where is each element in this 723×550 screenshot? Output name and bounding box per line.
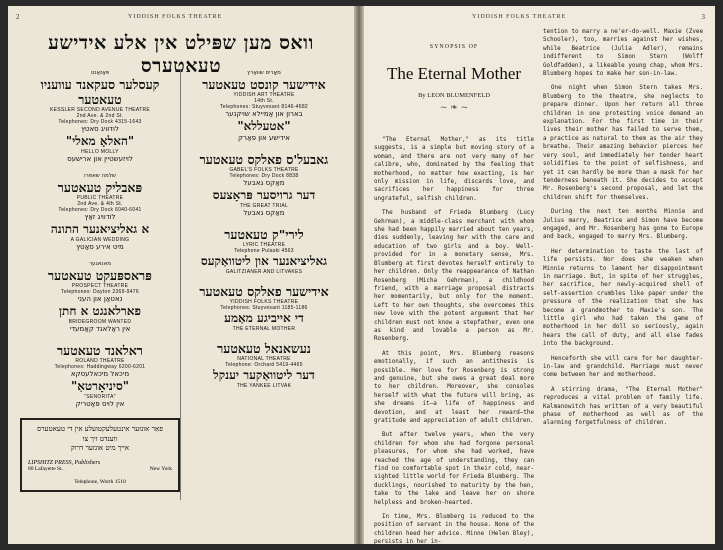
ad-cast: נאטאַן און העני — [77, 295, 123, 303]
ad-theatre-name-yiddish: ראלאנד טעאטער — [57, 343, 143, 358]
ad-address: 2nd Ave. & 2nd St. — [76, 113, 124, 119]
ad-play-title: "SENORITA" — [84, 394, 116, 400]
ad-credits: לויזעשטיין און ארישעס — [67, 155, 133, 163]
ad-credits: מיט אירע סאַטץ — [76, 243, 124, 251]
ad-theatre-name: LYRIC THEATRE — [242, 242, 286, 248]
ad-play-title-yiddish: גאליציאנער און ליטוואַקעס — [200, 254, 328, 268]
theatre-ad — [184, 152, 344, 218]
ad-play-title: THE YANKEE LITVAK — [236, 383, 292, 389]
ad-cast: מאַקס גאבעל — [243, 179, 285, 187]
theatre-ad — [184, 70, 344, 143]
ad-play-title-yiddish: דער גרויסער פּראָצעס — [212, 188, 316, 202]
ad-telephone: Telephones: Dry Dock 6040-6041 — [58, 207, 142, 213]
ad-play-title: A GALICIAN WEDDING — [70, 237, 130, 243]
theatre-ad — [20, 173, 180, 252]
publisher-street: 80 Lafayette St. — [28, 465, 63, 472]
printer-ad-line: ווענדט זיך צו — [82, 434, 118, 443]
right-page — [364, 6, 715, 544]
synopsis-kicker: SYNOPSIS OF — [429, 44, 479, 50]
right-ad-column — [184, 70, 344, 398]
left-running-head: YIDDISH FOLKS THEATRE — [128, 14, 223, 20]
ad-theatre-name-yiddish: לירי"ק טעאטער — [224, 227, 304, 242]
theatre-ad — [184, 227, 344, 275]
ad-theatre-name: PUBLIC THEATRE — [76, 195, 124, 201]
theatre-ad — [20, 343, 180, 409]
paragraph: The husband of Frieda Blumberg (Lucy Gehrman), a middle-class merchant with whom she had been happily married about ten years, dies suddenly, leaving her with the care and education of two girls and a boy. Well-provided for in a monetary sense, Mrs. Blumberg at first devotes herself entirely to her children. Only the reappearance of Nathan Rosenberg (Micha Gehrman), a childhood friend, with a marriage proposal distracts her momentarily, but only for the moment. Left to her own thoughts, she overcomes this new love with the potent argument that her children must not know a stepfather, even one as kind and lovable a person as Mr. Rosenberg. — [374, 210, 534, 343]
ad-theatre-name: KESSLER SECOND AVENUE THEATRE — [49, 107, 151, 113]
ad-theatre-name-yiddish: פּראספּעקט טעאטער — [48, 268, 152, 283]
right-page-number: 3 — [701, 13, 705, 21]
publisher-phone: Telephone, Worth 1510 — [74, 478, 126, 485]
right-running-head: YIDDISH FOLKS THEATRE — [472, 14, 567, 20]
paragraph: tention to marry a ne'er-do-well. Maxie (Zvee Schooler), too, marries against her wishes, while Beatrice (Julia Adler), remains indifferent to Simon Stern (Wolff Goldfadden), a likeable young chap, whom Mrs. Blumberg hopes to make her son-in-law. — [543, 29, 703, 78]
book-gutter — [354, 6, 364, 544]
ad-telephone: Telephones: Dry Dock 4315-1643 — [58, 119, 142, 125]
synopsis-column-right — [543, 28, 703, 434]
paragraph: One night when Simon Stern takes Mrs. Blumberg to the theatre, she neglects to prepare dinner. Upon her return all three children in one protesting voice demand an explanation. For the first time in their lives their mother has failed to serve them, a practice as natural to them as the air they breathe. Their amazing behavior pierces her very soul, and immediately her tender heart solidifies to the point of selfishness, and yet it can hardly be more than a mask for her tenderness beneath it. She decides to accept Mr. Rosenberg's second proposal, and let the children shift for themselves. — [543, 85, 703, 201]
paragraph: But after twelve years, when the very children for whom she had forgone personal pleasures, for whom she had worked, have reached the age of understanding, they can find no comfortable spot in their cold, near-sighted little world for Frieda Blumberg. The ducklings, nourished to maturity by the hen, take to the lake and leave her on shore helpless and broken-hearted. — [374, 432, 534, 506]
paragraph: In time, Mrs. Blumberg is reduced to the position of servant in the house. None of the children heed her advice. Minne (Helen Bley), persists in her in- — [374, 514, 534, 544]
ad-credits: אידישע און פּאַרק — [238, 134, 290, 142]
ad-manager: פּאַזאַנט — [90, 70, 110, 76]
ad-play-title: HELLO MOLLY — [81, 149, 119, 155]
ad-play-title: THE GREAT TRIAL — [239, 203, 289, 209]
ad-play-title-yiddish: די אייביגע מאַמע — [224, 311, 304, 325]
ad-theatre-name: YIDDISH FOLKS THEATRE — [229, 299, 299, 305]
ad-telephone: Telephones: Stuyvesant 8146-4682 — [220, 104, 308, 110]
paragraph: "The Eternal Mother," as its title suggests, is a simple but moving story of a woman, and there are not very many of her calibre, who, dominated by the feeling that motherhood, no matter how exacting, is her only mission in life, discards love, and sacrifices her happiness for three ungrateful, selfish children. — [374, 137, 534, 202]
ad-theatre-name: ROLAND THEATRE — [75, 358, 125, 364]
paragraph: Her determination to taste the last of life persists. Nor does she weaken when Minnie returns to lament her disappointment in marriage. But, in spite of her struggles, her sacrifice, her newly-acquired shell of self-assertion crumbles like paper under the pressure of the realization that she has become a grandmother to Maxie's son. The little girl who had taken the game of motherhood in her doll so seriously, again hears the call of duty, and all else fades into the background. — [543, 248, 703, 348]
ad-play-title-yiddish: "האלאָ מאלי" — [65, 134, 135, 148]
ad-credits: אין לויס פּאַטריק — [75, 400, 125, 408]
publisher-address-row — [28, 466, 172, 472]
paragraph: A stirring drama, "The Eternal Mother" reproduces a vital problem of family life. Kalmanowitch has written of a very beautiful phase of motherhood as well as of the alarming forgetfulness of children. — [543, 386, 703, 427]
ornament-divider: ~ ❧ ~ — [439, 103, 469, 113]
ad-address: 14th St. — [254, 98, 274, 104]
left-ad-column — [20, 70, 180, 492]
ad-telephone: Telephones: Stuyvesant 1185-1186 — [220, 305, 308, 311]
printer-ad-line: אייך מיט אונזער דרוק — [70, 444, 130, 452]
ad-play-title: BRIDEGROOM WANTED — [68, 319, 132, 325]
publisher-name: LIPSHITZ PRESS, Publishers — [28, 459, 101, 466]
theatre-ad — [20, 70, 180, 164]
ad-telephone: Telephone Pulaski 4563 — [234, 248, 294, 254]
synopsis-column-left — [374, 136, 534, 544]
paragraph: At this point, Mrs. Blumberg reasons emotionally, if such an antithesis is possible. Her love for Rosenberg is strong and genuine, but she owes a great deal more to her children. Moreover, she consoles herself with what the future will bring, as she dreams it—a life of happiness and devotion, and at least her reward—the gratitude and appreciation of adult children. — [374, 350, 534, 424]
ad-telephone: Telephones: Haddingway 6200-6201 — [54, 364, 146, 370]
left-page — [8, 6, 354, 544]
ad-theatre-name-yiddish: אידישער פאלקס טעאטער — [199, 284, 329, 299]
ad-manager: שלמה שאפרו — [84, 173, 116, 179]
ad-theatre-name-yiddish: פּאבליק טעאטער — [57, 180, 143, 195]
left-page-number: 2 — [16, 13, 20, 21]
ad-manager: מאנאגער — [88, 261, 112, 267]
theatre-ad — [184, 284, 344, 332]
ad-theatre-name-yiddish: גאבעל'ס פאלקס טעאטער — [199, 152, 329, 167]
ad-play-title-yiddish: "סיניאָרטאַ" — [70, 379, 130, 393]
column-divider — [180, 70, 181, 500]
ad-theatre-name-yiddish: נעשאנאל טעאטער — [217, 341, 311, 356]
ad-theatre-name-yiddish: אידישער קונסט טעאטער — [202, 77, 326, 92]
yiddish-headline: וואס מען שפּילט אין אלע אידישע טעאטערס — [48, 32, 314, 77]
article-title: The Eternal Mother — [386, 64, 522, 83]
article-byline: By LEON BLUMENFELD — [418, 92, 490, 99]
ad-theatre-name: NATIONAL THEATRE — [237, 356, 291, 362]
ad-credits: אין ראַלאנד קאַמעדי — [69, 325, 131, 333]
ad-telephone: Telephones: Dayton 2369-9476 — [61, 289, 139, 295]
theatre-ad — [184, 341, 344, 389]
ad-manager: מאָריס שוואַרץ — [247, 70, 281, 76]
ad-play-title-yiddish: פארלאנגט א חתן — [58, 304, 142, 318]
ad-telephone: Telephone: Orchard 5419-4465 — [225, 362, 303, 368]
ad-credits: מאַקס גאבעל — [243, 209, 285, 217]
publisher-city: New York — [149, 465, 172, 472]
ad-play-title-yiddish: "אטעללא" — [237, 119, 291, 133]
ad-theatre-name: PROSPECT THEATRE — [71, 283, 129, 289]
ad-theatre-name: YIDDISH ART THEATRE — [233, 92, 295, 98]
ad-theatre-name: GABEL'S FOLKS THEATRE — [229, 167, 299, 173]
ad-play-title-yiddish: דער ליטוואַקער יענקל — [213, 368, 315, 382]
ad-theatre-name-yiddish: קעסלער סעקאנד עוועניו טעאטער — [40, 77, 160, 107]
ad-cast: לודוויג סאטץ — [81, 125, 119, 133]
theatre-ad — [20, 261, 180, 334]
ad-cast: מיכאל מיכאלעסקא — [70, 370, 130, 378]
printer-ad-box — [20, 418, 180, 492]
ad-cast: בארון און אַמיילא שויקנער — [225, 110, 303, 118]
paragraph: Henceforth she will care for her daughter-in-law and grandchild. Marriage must never come between her and motherhood. — [543, 355, 703, 379]
printer-ad-line: פאַר אונזער אינטעלעקטועלע אין די טעאטערס — [37, 425, 163, 433]
ad-telephone: Telephones: Dry Dock 8838 — [229, 173, 299, 179]
ad-play-title-yiddish: א גאליציאנער התונה — [50, 222, 150, 236]
ad-play-title: GALITZIANER AND LITVAKES — [225, 269, 303, 275]
paragraph: During the next ten months Minnie and Julius marry, Beatrice and Simon have become engaged, and Mr. Rosenberg has gone to Europe and back, engaged to marry Mrs. Blumberg. — [543, 209, 703, 241]
ad-address: 2nd Ave. & 4th St. — [77, 201, 123, 207]
ad-play-title: THE ETERNAL MOTHER — [232, 326, 296, 332]
ad-cast: לודוויג זאַץ — [84, 213, 116, 221]
